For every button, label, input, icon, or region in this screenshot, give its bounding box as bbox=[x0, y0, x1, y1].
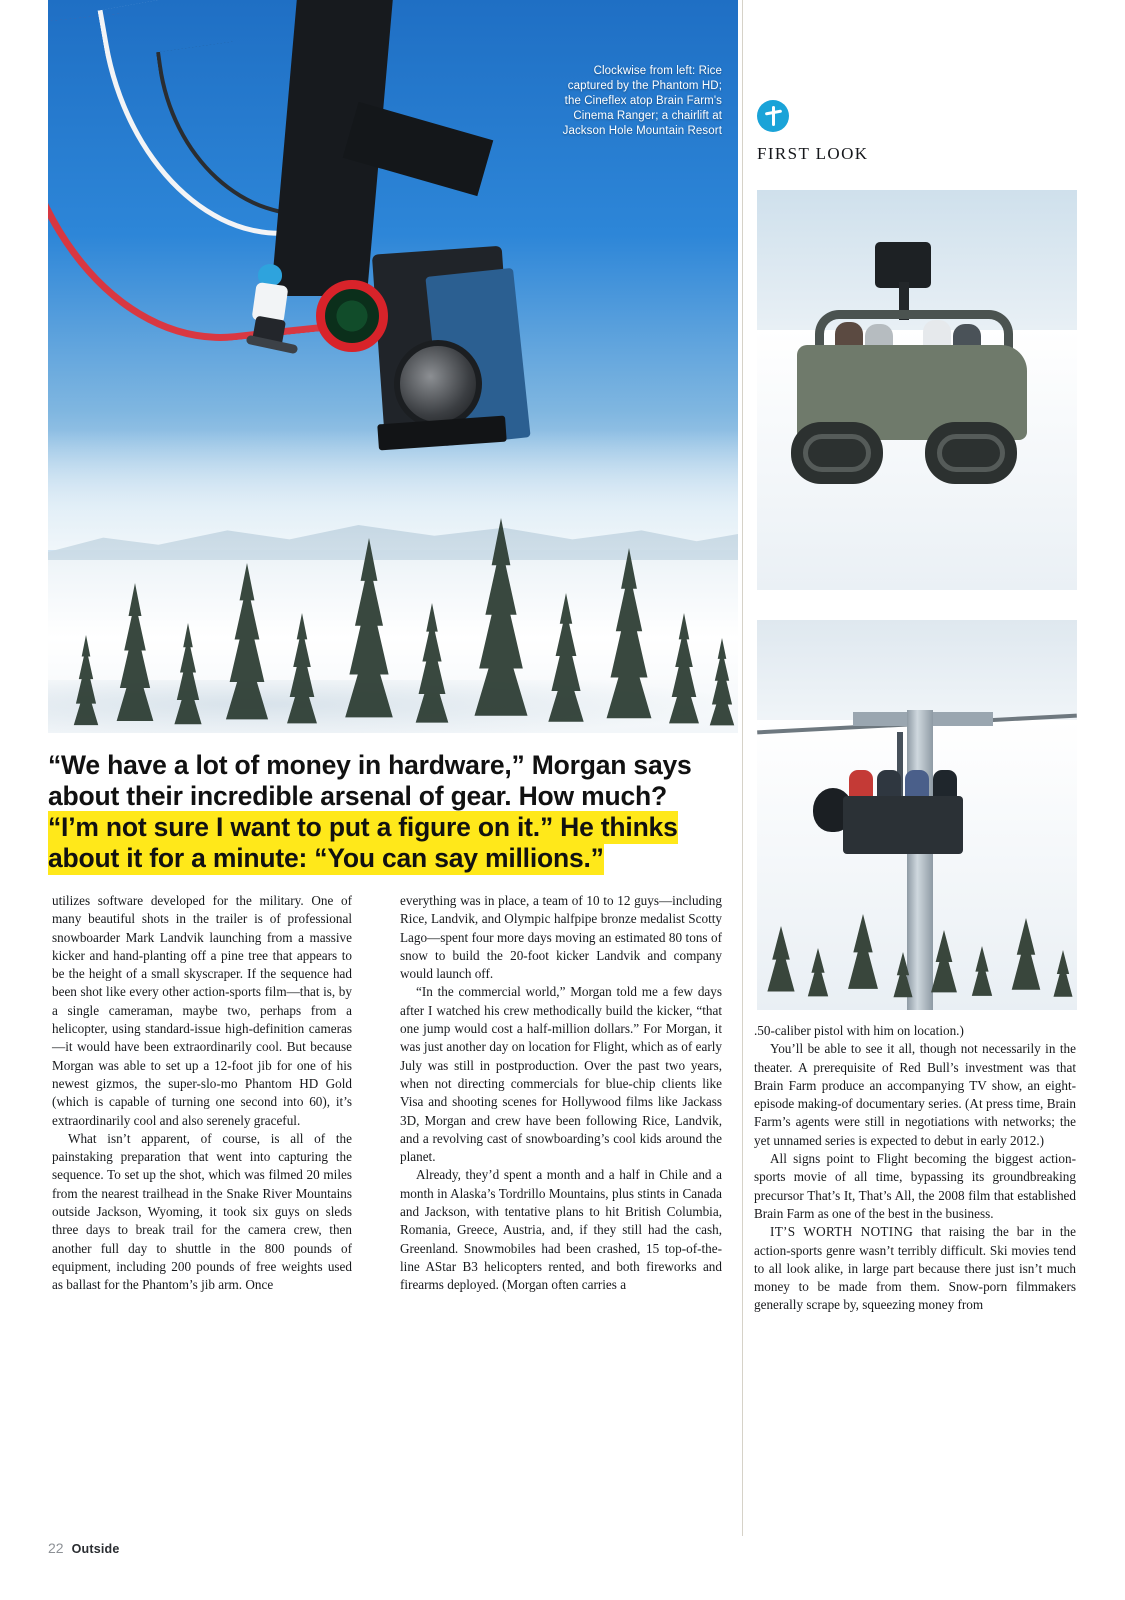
pull-quote-line-1: “We have a lot of money in hardware,” Morgan says bbox=[48, 750, 692, 780]
chairlift-seat bbox=[843, 796, 963, 854]
body-column-1 bbox=[52, 892, 352, 1295]
paragraph: “In the commercial world,” Morgan told me a few days after I watched his crew methodically build the kicker, “that one jump would cost a half-million dollars.” For Morgan, it was just another day on location for Flight, which as of early July was still in postproduction. Over the past two years, when not directing commercials for blue-chip clients like Visa and shooting scenes for Hollywood films like Jackass 3D, Morgan and crew have been following Rice, Landvik, and a revolving cast of snowboarding’s cool kids around the planet. bbox=[400, 984, 722, 1165]
paragraph bbox=[754, 1223, 1076, 1314]
paragraph: All signs point to Flight becoming the biggest action-sports movie of all time, bypassing its groundbreaking precursor That’s It, That’s All, the 2008 film that established Brain Farm as one of the best in the business. bbox=[754, 1151, 1076, 1221]
red-lens-ring bbox=[316, 280, 388, 352]
body-column-3 bbox=[754, 1022, 1076, 1315]
hero-caption: Clockwise from left: Rice captured by the Phantom HD; the Cineflex atop Brain Farm's Cinema Ranger; a chairlift at Jackson Hole Mountain Resort bbox=[562, 65, 722, 137]
pull-quote-line-3: “I’m not sure I want to put a figure on it.” He thinks bbox=[48, 812, 678, 842]
tree bbox=[1049, 950, 1077, 1010]
tree bbox=[1005, 918, 1047, 1010]
person-icon bbox=[757, 100, 789, 132]
pull-quote-line-2: about their incredible arsenal of gear. How much? bbox=[48, 781, 667, 811]
tree bbox=[967, 946, 997, 1010]
rail-photo-chairlift bbox=[757, 620, 1077, 1010]
tree bbox=[889, 952, 917, 1010]
paragraph: What isn’t apparent, of course, is all of the painstaking preparation that went into capturing the sequence. To set up the shot, which was filmed 20 miles from the nearest trailhead in the Snake River Mountains outside Jackson, Wyoming, it took six guys on sleds three days to break trail for the camera crew, then another full day to shuttle in the 800 pounds of equipment, including 200 pounds of free weights used as ballast for the Phantom’s jib arm. Once bbox=[52, 1130, 352, 1293]
paragraph: utilizes software developed for the military. One of many beautiful shots in the trailer is of professional snowboarder Mark Landvik launching from a massive kicker and hand-planting off a pine tree that appears to be the height of a small skyscraper. If the sequence had been shot like every other action-sports film—that is, by a single cameraman, maybe two, perhaps from a helicopter, using standard-issue high-definition cameras—it would have been extraordinarily cool. But because Morgan was able to set up a 12-foot jib for one of his newest gizmos, the super-slo-mo Phantom HD Gold (which is capable of turning one second into 60), it’s extraordinarily cool and also serenely graceful. bbox=[52, 893, 352, 1128]
pull-quote bbox=[48, 750, 738, 874]
paragraph-text: that raising the bar in the action-sports genre wasn’t terribly difficult. Ski movies tend to all look alike, in large part because there just isn’t much money to be made from them. Snow-porn filmmakers generally scrape by, squeezing money from bbox=[754, 1224, 1076, 1313]
pull-quote-line-4: about it for a minute: “You can say millions.” bbox=[48, 843, 604, 873]
page-footer bbox=[48, 1540, 120, 1556]
tree-line bbox=[757, 900, 1077, 1010]
camera-lens bbox=[394, 340, 482, 428]
paragraph-lead-in: IT’S WORTH NOTING bbox=[770, 1224, 914, 1240]
magazine-name: Outside bbox=[71, 1542, 120, 1556]
snowboarder bbox=[244, 264, 300, 356]
snow-track bbox=[925, 422, 1017, 484]
tree bbox=[841, 914, 885, 1010]
first-look-header bbox=[757, 100, 1077, 164]
column-divider bbox=[742, 0, 743, 1536]
tree bbox=[925, 930, 963, 1010]
snow-track bbox=[791, 422, 883, 484]
hero-photo-camera-rig bbox=[48, 0, 738, 733]
rail-photo-cinema-ranger bbox=[757, 190, 1077, 590]
body-column-2 bbox=[400, 892, 722, 1295]
tree bbox=[761, 926, 801, 1010]
paragraph: Already, they’d spent a month and a half in Chile and a month in Alaska’s Tordrillo Mountains, plus stints in Canada and Jackson, with tentative plans to hit British Columbia, Romania, Greece, Austria, and, if they still had the cash, Greenland. Snowmobiles had been crashed, 15 top-of-the-line AStar B3 helicopters rented, and both fireworks and firearms deployed. (Morgan often carries a bbox=[400, 1167, 722, 1293]
paragraph: .50-caliber pistol with him on location.) bbox=[754, 1023, 964, 1038]
tree bbox=[803, 948, 833, 1010]
section-label: FIRST LOOK bbox=[757, 144, 869, 163]
page-number: 22 bbox=[48, 1540, 64, 1556]
paragraph: everything was in place, a team of 10 to 12 guys—including Rice, Landvik, and Olympic halfpipe bronze medalist Scotty Lago—spent four more days moving an estimated 80 tons of snow to build the 20-foot kicker Landvik and company would launch off. bbox=[400, 893, 722, 982]
paragraph: You’ll be able to see it all, though not necessarily in the theater. A prerequisite of Red Bull’s investment was that Brain Farm produce an accompanying TV show, an eight-episode making-of documentary series. (At press time, Brain Farm’s agents were still in negotiations with networks; the yet unnamed series is expected to debut in early 2012.) bbox=[754, 1041, 1076, 1148]
